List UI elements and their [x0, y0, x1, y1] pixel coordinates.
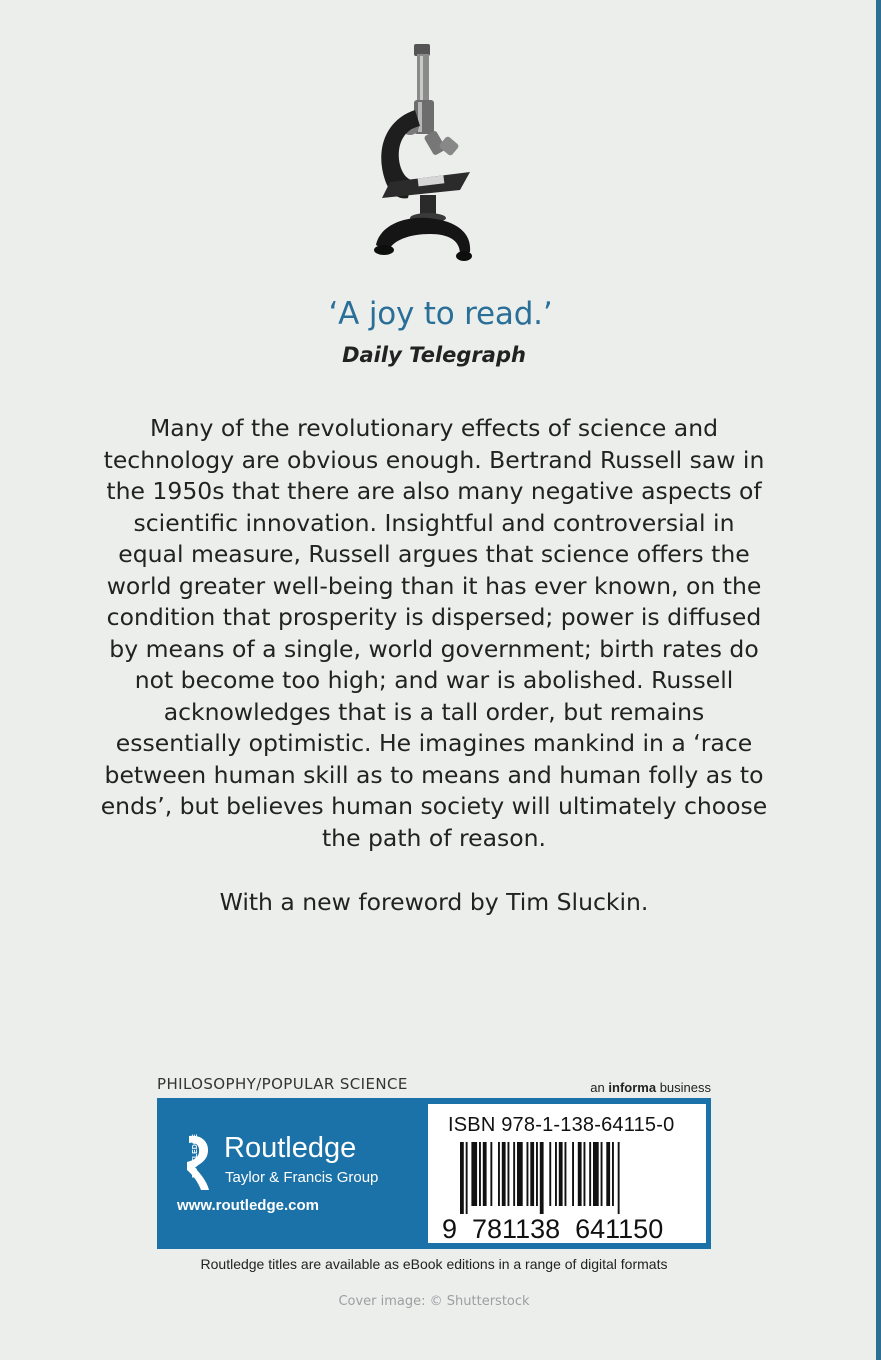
- barcode-bar: [540, 1142, 544, 1214]
- barcode-bar: [559, 1142, 563, 1206]
- barcode-digits: 9 781138 641150: [442, 1214, 664, 1240]
- barcode-bar: [471, 1142, 477, 1206]
- barcode-bar: [536, 1142, 538, 1206]
- routledge-logo-icon: [173, 1130, 217, 1194]
- barcode-bar: [508, 1142, 510, 1206]
- barcode-bar: [565, 1142, 567, 1206]
- barcode-bar: [589, 1142, 591, 1206]
- book-description: Many of the revolutionary effects of science and technology are obvious enough. Bertrand Russell saw in the 1950s that there are also many negative aspects of scientific innovation. Insightful and controversial in equal measure, Russell argues that science offers the world greater well-being than it has ever known, on the condition that prosperity is dispersed; power is diffused by means of a single, world government; birth rates do not become too high; and war is abolished. Russell acknowledges that is a tall order, but remains essentially optimistic. He imagines mankind in a ‘race between human skill as to means and human folly as to ends’, but believes human society will ultimately choose the path of reason.: [100, 414, 768, 852]
- barcode-bar: [606, 1142, 610, 1206]
- publisher-band: [157, 1098, 711, 1249]
- image-credit: Cover image: © Shutterstock: [338, 1294, 530, 1309]
- informa-suffix: business: [659, 1080, 711, 1095]
- barcode-bar: [593, 1142, 599, 1206]
- barcode-bar: [549, 1142, 551, 1206]
- routledge-vertical-text: ROUTLEDGE: [192, 1134, 199, 1178]
- publisher-url[interactable]: www.routledge.com: [177, 1197, 319, 1214]
- ebook-availability: Routledge titles are available as eBook editions in a range of digital formats: [200, 1256, 668, 1272]
- microscope-icon: [360, 40, 480, 265]
- barcode-bar: [460, 1142, 464, 1214]
- barcode-bar: [466, 1142, 468, 1214]
- barcode-bar: [612, 1142, 614, 1206]
- barcode-bar: [530, 1142, 534, 1206]
- barcode-bar: [479, 1142, 481, 1206]
- barcode-box: [428, 1104, 706, 1243]
- barcode-bar: [618, 1142, 620, 1214]
- publisher-group: Taylor & Francis Group: [225, 1169, 379, 1186]
- barcode-bar: [517, 1142, 523, 1206]
- review-source: Daily Telegraph: [342, 343, 526, 367]
- barcode-bar: [502, 1142, 506, 1206]
- informa-brand: informa: [608, 1080, 657, 1095]
- spine-edge: [876, 0, 881, 1360]
- publisher-name: Routledge: [224, 1132, 357, 1164]
- informa-prefix: an: [590, 1080, 605, 1095]
- barcode-bar: [527, 1142, 529, 1206]
- barcode-bar: [498, 1142, 500, 1206]
- foreword-note: With a new foreword by Tim Sluckin.: [219, 888, 649, 916]
- barcode-bar: [572, 1142, 574, 1206]
- review-quote: ‘A joy to read.’: [328, 296, 553, 332]
- barcode-icon: [438, 1142, 698, 1240]
- barcode-bar: [601, 1142, 603, 1206]
- barcode-bar: [490, 1142, 492, 1206]
- barcode-bar: [513, 1142, 515, 1206]
- barcode-bar: [578, 1142, 582, 1206]
- isbn-number: ISBN 978-1-138-64115-0: [448, 1114, 675, 1136]
- subject-category: PHILOSOPHY/POPULAR SCIENCE: [157, 1075, 408, 1093]
- barcode-bar: [555, 1142, 557, 1206]
- barcode-bar: [584, 1142, 586, 1206]
- barcode-bar: [483, 1142, 487, 1206]
- informa-tagline: [590, 1080, 711, 1095]
